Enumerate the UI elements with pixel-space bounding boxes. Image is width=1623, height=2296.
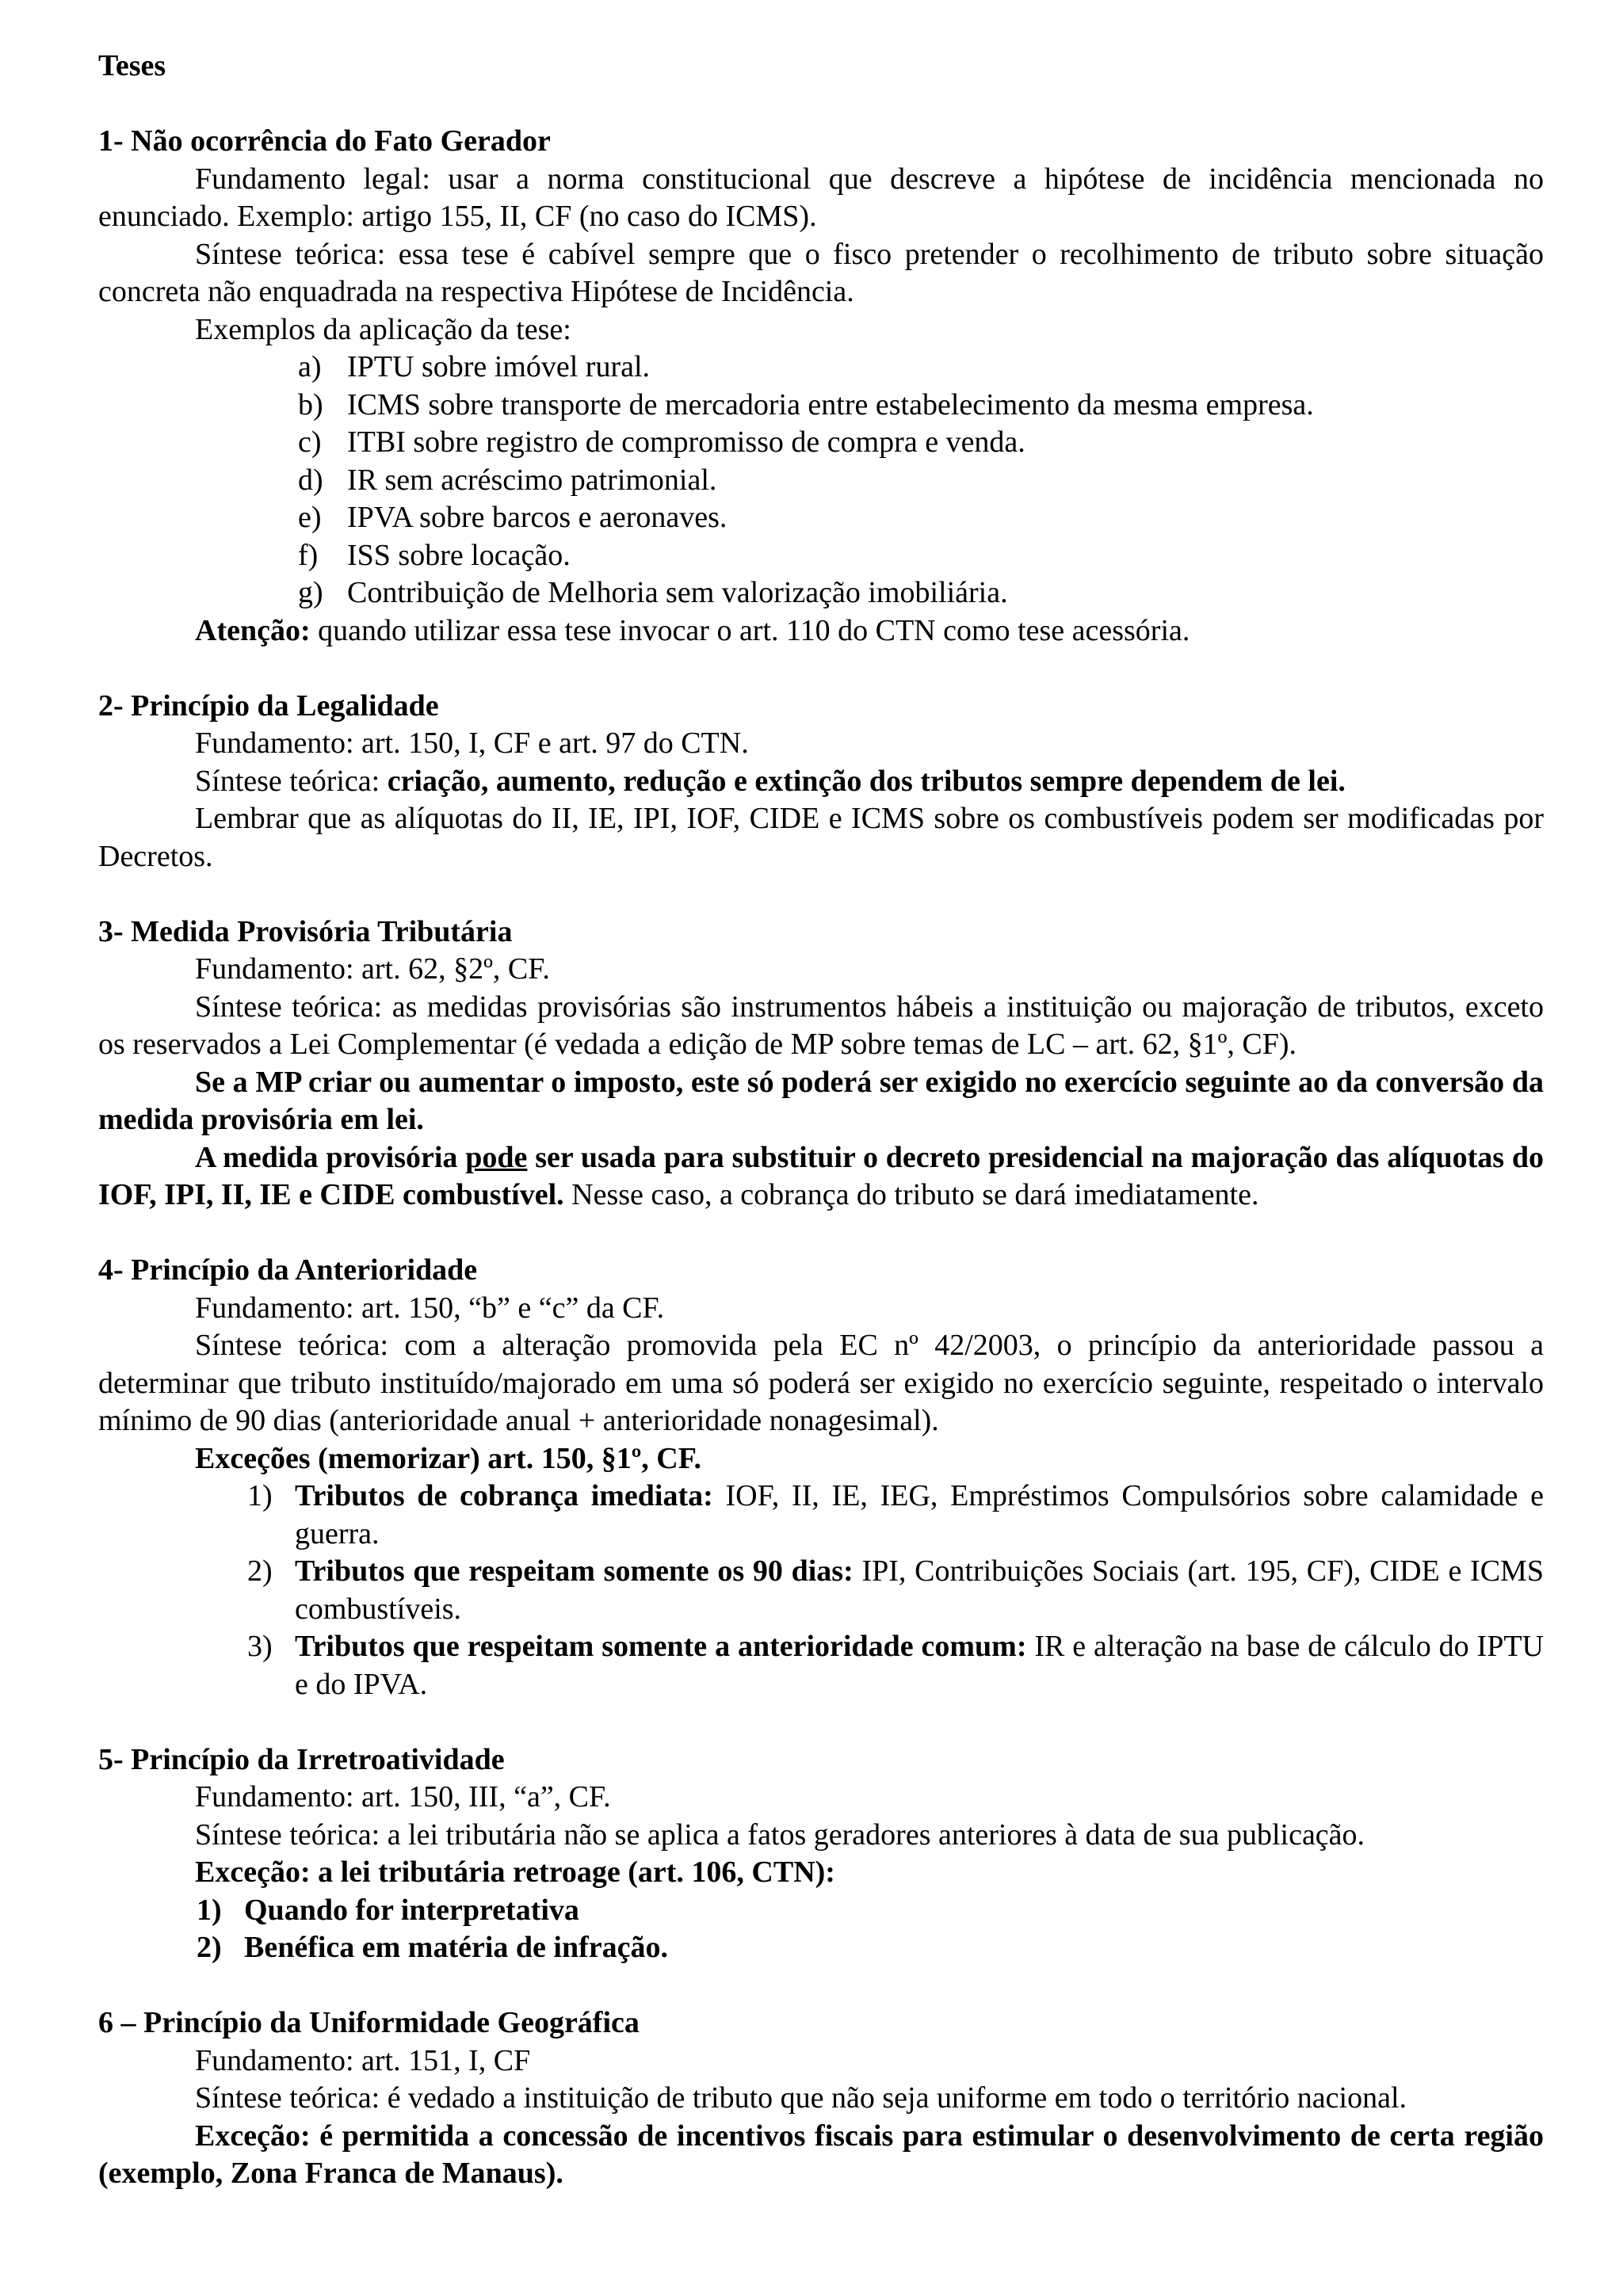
list-item — [247, 1478, 1544, 1553]
list-item-text: IPI, Contribuições Sociais (art. 195, CF), CIDE e ICMS combustíveis. — [295, 1554, 1544, 1626]
paragraph-excecao: Exceção: a lei tributária retroage (art. 106, CTN): — [195, 1855, 835, 1889]
paragraph-exemplos-intro: Exemplos da aplicação da tese: — [195, 312, 571, 346]
list-marker: 3) — [247, 1630, 273, 1663]
list-item — [298, 349, 1544, 387]
list-item-text: Benéfica em matéria de infração. — [244, 1931, 668, 1964]
exception-cases-list — [98, 1892, 1544, 1967]
paragraph-fundamento: Fundamento legal: usar a norma constitucional que descreve a hipótese de incidência mencionada no enunciado. Exemplo: artigo 155, II, CF (no caso do ICMS). — [98, 162, 1544, 233]
list-item — [298, 574, 1544, 612]
paragraph-fundamento: Fundamento: art. 150, “b” e “c” da CF. — [195, 1291, 665, 1325]
list-item-text: IPTU sobre imóvel rural. — [347, 350, 651, 383]
list-item — [197, 1929, 1544, 1967]
list-item-text: IR e alteração na base de cálculo do IPTU e do IPVA. — [295, 1630, 1544, 1701]
examples-list — [98, 349, 1544, 612]
section-heading: 6 – Princípio da Uniformidade Geográfica — [98, 2006, 640, 2039]
paragraph-sintese: Síntese teórica: é vedado a instituição de tributo que não seja uniforme em todo o território nacional. — [195, 2081, 1407, 2115]
bold-text: ser usada para substituir o decreto presidencial na majoração das alíquotas do IOF, IPI, II, IE e CIDE combustível. — [98, 1140, 1544, 1211]
paragraph-sintese: Síntese teórica: a lei tributária não se aplica a fatos geradores anteriores à data de sua publicação. — [195, 1817, 1365, 1852]
paragraph-mp-exercicio: Se a MP criar ou aumentar o imposto, este só poderá ser exigido no exercício seguinte ao da conversão da medida provisória em lei. — [98, 1065, 1544, 1136]
list-item-text: ICMS sobre transporte de mercadoria entre estabelecimento da mesma empresa. — [347, 387, 1314, 421]
list-item — [298, 424, 1544, 462]
paragraph-mp-decreto — [98, 1139, 1544, 1215]
attention-text: quando utilizar essa tese invocar o art. 110 do CTN como tese acessória. — [310, 613, 1190, 647]
list-item — [298, 537, 1544, 575]
paragraph-fundamento: Fundamento: art. 150, III, “a”, CF. — [195, 1780, 611, 1814]
list-item-bold: Tributos que respeitam somente a anterioridade comum: — [295, 1630, 1027, 1663]
paragraph-sintese — [98, 763, 1544, 801]
paragraph-sintese: Síntese teórica: essa tese é cabível sempre que o fisco pretender o recolhimento de tributo sobre situação concreta não enquadrada na respectiva Hipótese de Incidência. — [98, 237, 1544, 308]
sintese-prefix: Síntese teórica: — [195, 764, 388, 798]
section-heading: 4- Princípio da Anterioridade — [98, 1253, 478, 1287]
section-medida-provisoria — [98, 913, 1544, 1215]
list-item — [247, 1628, 1544, 1703]
section-irretroatividade — [98, 1741, 1544, 1967]
section-heading: 2- Princípio da Legalidade — [98, 688, 439, 723]
list-item-text: ISS sobre locação. — [347, 538, 571, 572]
list-item-text: IR sem acréscimo patrimonial. — [347, 463, 717, 497]
section-heading: 5- Princípio da Irretroatividade — [98, 1742, 505, 1776]
paragraph-lembrar: Lembrar que as alíquotas do II, IE, IPI, IOF, CIDE e ICMS sobre os combustíveis podem ser modificadas por Decretos. — [98, 802, 1544, 873]
list-item — [298, 387, 1544, 425]
attention-label: Atenção: — [195, 613, 311, 647]
spacer — [98, 86, 1544, 124]
list-item-text: Contribuição de Melhoria sem valorização imobiliária. — [347, 576, 1008, 609]
list-item-bold: Tributos de cobrança imediata: — [295, 1479, 713, 1512]
spacer — [98, 1215, 1544, 1253]
list-marker: f) — [298, 538, 319, 572]
paragraph-excecao: Exceção: é permitida a concessão de incentivos fiscais para estimular o desenvolvimento de certa região (exemplo, Zona Franca de Manaus). — [98, 2119, 1544, 2190]
list-marker: 1) — [247, 1479, 273, 1512]
list-marker: a) — [298, 350, 322, 383]
list-marker: d) — [298, 463, 323, 497]
document-title: Teses — [98, 49, 166, 82]
spacer — [98, 1703, 1544, 1741]
list-item-text: IPVA sobre barcos e aeronaves. — [347, 501, 727, 534]
paragraph-atencao — [98, 612, 1544, 650]
paragraph-sintese: Síntese teórica: com a alteração promovida pela EC nº 42/2003, o princípio da anterioridade passou a determinar que tributo instituído/majorado em uma só poderá ser exigido no exercício seguinte, respeitado o intervalo mínimo de 90 dias (anterioridade anual + anterioridade nonagesimal). — [98, 1329, 1544, 1437]
section-uniformidade-geografica — [98, 2004, 1544, 2193]
section-heading: 1- Não ocorrência do Fato Gerador — [98, 124, 551, 158]
bold-text: A medida provisória — [195, 1140, 466, 1174]
list-item-text: ITBI sobre registro de compromisso de compra e venda. — [347, 425, 1025, 459]
list-marker: b) — [298, 387, 323, 421]
list-item-bold: Tributos que respeitam somente os 90 dias: — [295, 1554, 854, 1588]
paragraph-sintese: Síntese teórica: as medidas provisórias são instrumentos hábeis a instituição ou majoração de tributos, exceto os reservados a Lei Complementar (é vedada a edição de MP sobre temas de LC – art. 62, §1º, CF). — [98, 990, 1544, 1061]
list-item — [197, 1892, 1544, 1930]
list-item — [298, 499, 1544, 537]
underlined-text: pode — [465, 1140, 528, 1174]
list-marker: g) — [298, 576, 323, 609]
paragraph-fundamento: Fundamento: art. 62, §2º, CF. — [195, 952, 550, 986]
spacer — [98, 650, 1544, 688]
spacer — [98, 1967, 1544, 2005]
list-marker: 2) — [247, 1554, 273, 1588]
section-legalidade — [98, 688, 1544, 876]
list-item-text: IOF, II, IE, IEG, Empréstimos Compulsórios sobre calamidade e guerra. — [295, 1479, 1544, 1550]
list-item — [247, 1553, 1544, 1628]
list-marker: 2) — [197, 1931, 222, 1964]
section-anterioridade — [98, 1252, 1544, 1703]
list-marker: e) — [298, 501, 322, 534]
section-fato-gerador — [98, 123, 1544, 650]
list-item — [298, 462, 1544, 500]
exceptions-list — [98, 1478, 1544, 1703]
list-item-text: Quando for interpretativa — [244, 1893, 579, 1927]
list-marker: 1) — [197, 1893, 222, 1927]
paragraph-fundamento: Fundamento: art. 150, I, CF e art. 97 do CTN. — [195, 727, 749, 760]
normal-text: Nesse caso, a cobrança do tributo se dará imediatamente. — [563, 1178, 1259, 1211]
list-marker: c) — [298, 425, 322, 459]
paragraph-excecoes: Exceções (memorizar) art. 150, §1º, CF. — [195, 1441, 701, 1475]
paragraph-fundamento: Fundamento: art. 151, I, CF — [195, 2043, 531, 2077]
spacer — [98, 875, 1544, 913]
section-heading: 3- Medida Provisória Tributária — [98, 914, 513, 948]
sintese-bold: criação, aumento, redução e extinção dos tributos sempre dependem de lei. — [387, 764, 1346, 798]
